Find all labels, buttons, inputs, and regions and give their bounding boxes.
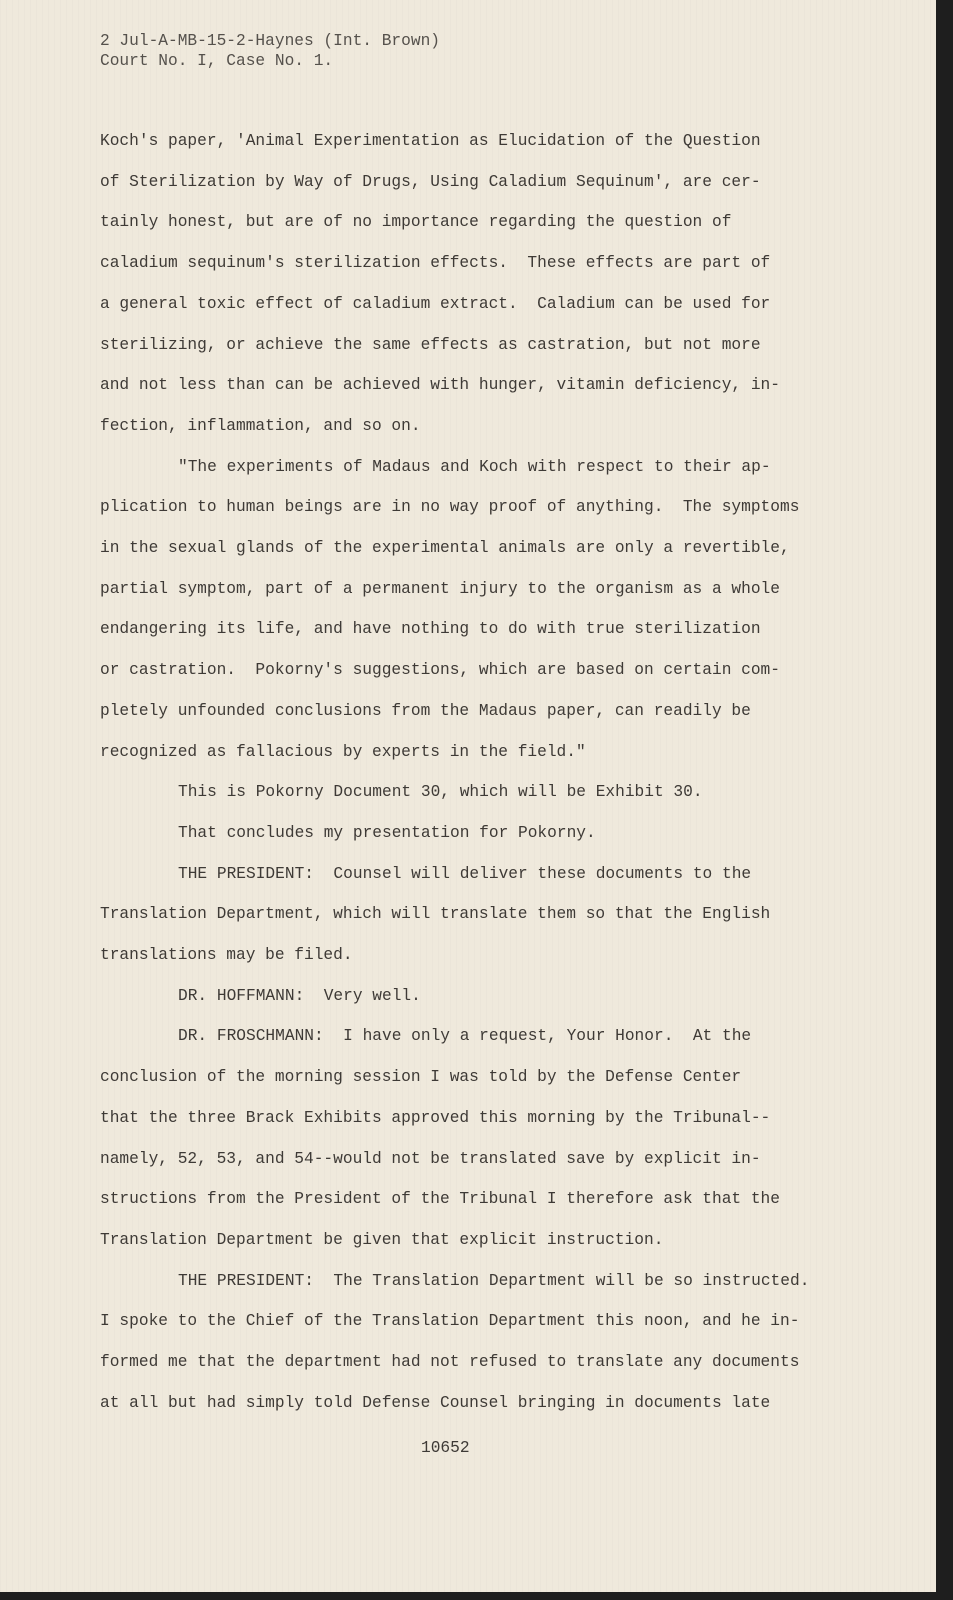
- text-line: DR. FROSCHMANN: I have only a request, Your Honor. At the: [178, 1027, 752, 1046]
- text-line: or castration. Pokorny's suggestions, which are based on certain com-: [100, 661, 780, 680]
- text-line: recognized as fallacious by experts in the field.": [100, 742, 586, 761]
- text-line: caladium sequinum's sterilization effects. These effects are part of: [100, 254, 771, 273]
- text-line: "The experiments of Madaus and Koch with respect to their ap-: [178, 457, 771, 476]
- text-line: structions from the President of the Tribunal I therefore ask that the: [100, 1190, 780, 1209]
- text-line: that the three Brack Exhibits approved this morning by the Tribunal--: [100, 1108, 771, 1127]
- text-line: conclusion of the morning session I was told by the Defense Center: [100, 1068, 742, 1087]
- scan-edge-bottom: [0, 1592, 953, 1600]
- text-line: pletely unfounded conclusions from the Madaus paper, can readily be: [100, 701, 751, 720]
- text-line: partial symptom, part of a permanent injury to the organism as a whole: [100, 579, 780, 598]
- text-line: tainly honest, but are of no importance regarding the question of: [100, 213, 732, 232]
- text-line: THE PRESIDENT: The Translation Department will be so instructed.: [178, 1271, 810, 1290]
- text-line: I spoke to the Chief of the Translation Department this noon, and he in-: [100, 1312, 800, 1331]
- text-line: That concludes my presentation for Pokorny.: [178, 823, 596, 842]
- text-line: endangering its life, and have nothing to do with true sterilization: [100, 620, 761, 639]
- text-line: DR. HOFFMANN: Very well.: [178, 986, 421, 1005]
- text-line: This is Pokorny Document 30, which will be Exhibit 30.: [178, 783, 703, 802]
- header-line-2: Court No. I, Case No. 1.: [100, 52, 334, 70]
- text-line: formed me that the department had not refused to translate any documents: [100, 1353, 800, 1371]
- text-line: a general toxic effect of caladium extract. Caladium can be used for: [100, 294, 771, 313]
- text-line: Translation Department be given that explicit instruction.: [100, 1230, 664, 1249]
- text-line: of Sterilization by Way of Drugs, Using Caladium Sequinum', are cer-: [100, 172, 761, 191]
- text-line: fection, inflammation, and so on.: [100, 416, 421, 435]
- scan-edge: [936, 0, 953, 1600]
- text-line: plication to human beings are in no way proof of anything. The symptoms: [100, 498, 800, 517]
- text-line: THE PRESIDENT: Counsel will deliver these documents to the: [178, 864, 752, 883]
- text-line: in the sexual glands of the experimental animals are only a revertible,: [100, 539, 790, 557]
- text-line: sterilizing, or achieve the same effects as castration, but not more: [100, 335, 761, 354]
- text-line: at all but had simply told Defense Counsel bringing in documents late: [100, 1393, 771, 1412]
- text-line: Translation Department, which will translate them so that the English: [100, 905, 771, 924]
- text-line: Koch's paper, 'Animal Experimentation as Elucidation of the Question: [100, 132, 761, 150]
- text-line: namely, 52, 53, and 54--would not be translated save by explicit in-: [100, 1149, 761, 1168]
- text-line: translations may be filed.: [100, 946, 353, 964]
- page-number: 10652: [421, 1439, 470, 1457]
- header-line-1: 2 Jul-A-MB-15-2-Haynes (Int. Brown): [100, 32, 440, 50]
- text-line: and not less than can be achieved with hunger, vitamin deficiency, in-: [100, 376, 780, 395]
